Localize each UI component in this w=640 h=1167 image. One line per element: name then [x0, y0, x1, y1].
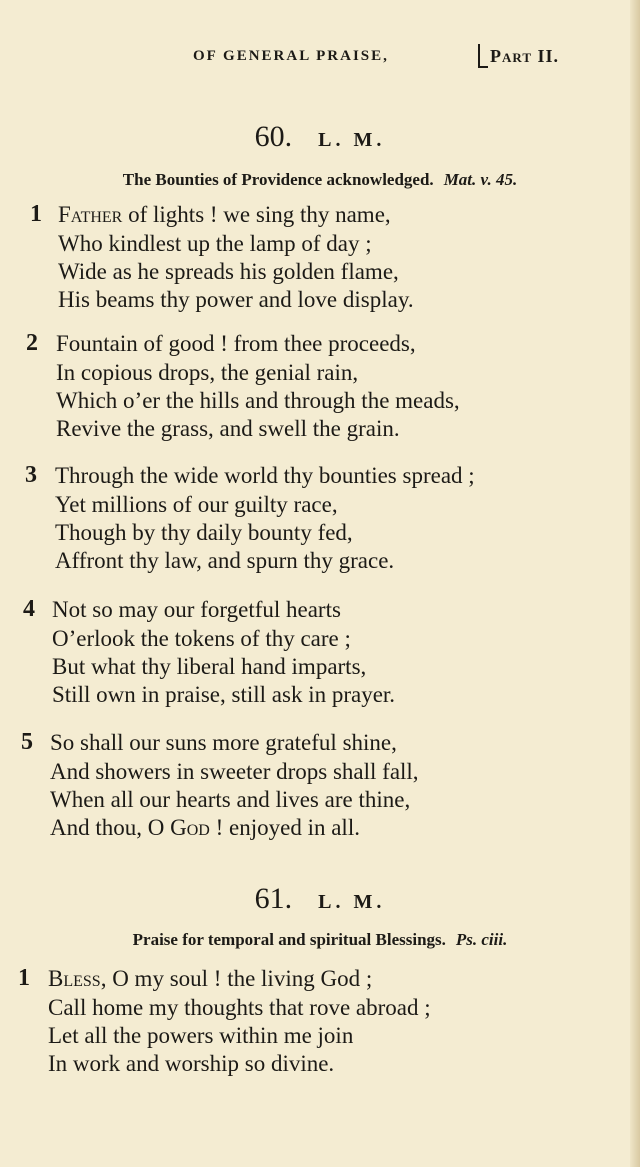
- verse-line: [48, 965, 372, 993]
- stanza-number: 2: [26, 330, 38, 356]
- hymn-meter: L. M.: [318, 129, 386, 151]
- verse-line: Through the wide world thy bounties spread ;: [55, 463, 475, 488]
- verse-line: Still own in praise, still ask in prayer.: [52, 682, 396, 707]
- part-bracket: [478, 44, 480, 68]
- stanza-number: 1: [18, 965, 30, 991]
- stanza-number: 4: [23, 596, 35, 622]
- hymn-meter: L. M.: [318, 891, 386, 913]
- hymn-61-subtitle: [0, 930, 640, 950]
- verse-line: So shall our suns more grateful shine,: [50, 730, 397, 755]
- part-bracket-foot: [478, 66, 488, 68]
- verse-line: His beams thy power and love display.: [58, 287, 414, 312]
- part-label: Part II.: [490, 46, 559, 66]
- hymn-60-subtitle: [0, 170, 640, 190]
- verse-line: Not so may our forgetful hearts: [52, 597, 341, 622]
- verse-line: Let all the powers within me join: [48, 1023, 354, 1048]
- verse-line: Affront thy law, and spurn thy grace.: [55, 548, 395, 573]
- verse-line: Yet millions of our guilty race,: [55, 492, 338, 517]
- verse-line: Who kindlest up the lamp of day ;: [58, 231, 372, 256]
- verse-line: And showers in sweeter drops shall fall,: [50, 759, 419, 784]
- verse-line: Though by thy daily bounty fed,: [55, 520, 353, 545]
- verse-line-end: ! enjoyed in all.: [209, 815, 360, 840]
- verse-line: In work and worship so divine.: [48, 1051, 335, 1076]
- verse-line: Call home my thoughts that rove abroad ;: [48, 995, 431, 1020]
- hymn-number: 60.: [254, 120, 293, 153]
- verse-line-start: And thou, O: [50, 815, 171, 840]
- verse-line: [58, 201, 391, 229]
- verse-line: But what thy liberal hand imparts,: [52, 654, 367, 679]
- stanza-number: 3: [25, 462, 37, 488]
- subtitle-text: The Bounties of Providence acknowledged.: [122, 170, 434, 189]
- page-header: [0, 44, 640, 74]
- verse-line: O’erlook the tokens of thy care ;: [52, 626, 351, 651]
- verse-line: [50, 814, 360, 842]
- hymn-number: 61.: [254, 882, 293, 915]
- verse-line: Fountain of good ! from thee proceeds,: [56, 331, 416, 356]
- running-head: OF GENERAL PRAISE,: [193, 48, 389, 64]
- verse-line: In copious drops, the genial rain,: [56, 360, 359, 385]
- verse-initial-word: Bless: [48, 966, 101, 991]
- verse-initial-word: Father: [58, 202, 123, 227]
- verse-line: When all our hearts and lives are thine,: [50, 787, 411, 812]
- stanza-number: 5: [21, 729, 33, 755]
- verse-line: Revive the grass, and swell the grain.: [56, 416, 400, 441]
- verse-line: Wide as he spreads his golden flame,: [58, 259, 399, 284]
- hymn-60-heading: [0, 120, 640, 154]
- hymn-61-heading: [0, 882, 640, 916]
- scripture-reference: Ps. ciii.: [455, 930, 508, 949]
- verse-line-rest: , O my soul ! the living God ;: [100, 966, 373, 991]
- verse-smallcaps-word: God: [170, 815, 210, 840]
- stanza-number: 1: [30, 201, 42, 227]
- verse-line: Which o’er the hills and through the meads,: [56, 388, 460, 413]
- verse-line-rest: of lights ! we sing thy name,: [122, 202, 391, 227]
- subtitle-text: Praise for temporal and spiritual Blessings.: [132, 930, 446, 949]
- scripture-reference: Mat. v. 45.: [443, 170, 518, 189]
